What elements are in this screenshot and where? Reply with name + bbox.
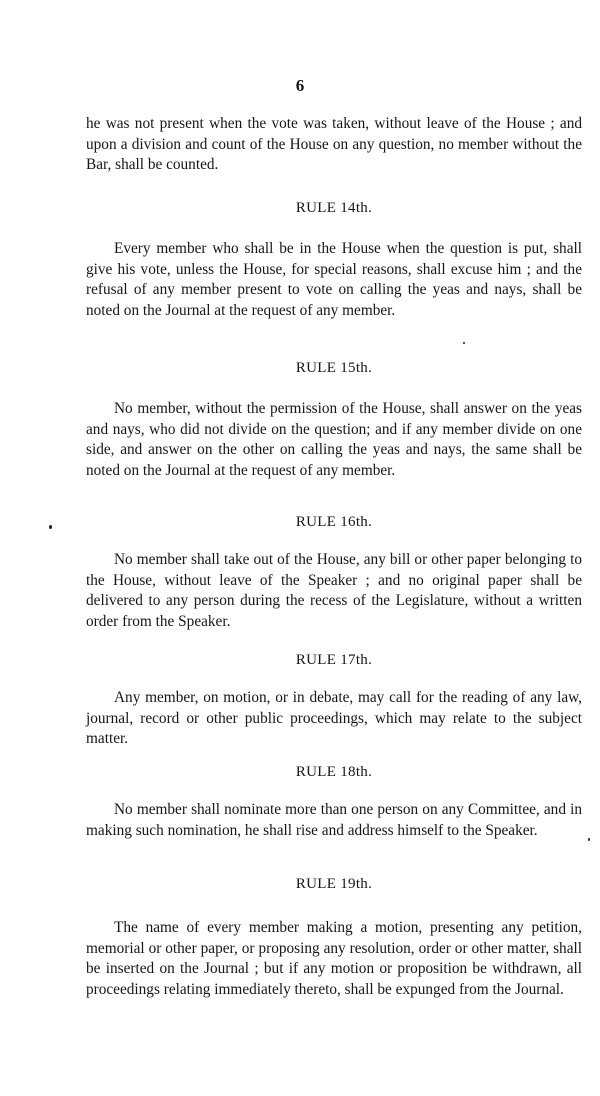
page-number: 6 [295, 76, 305, 95]
continuation-paragraph: he was not present when the vote was taken, without leave of the House ; and upon a division and count of the House on any question, no member without the Bar, shall be counted. [86, 115, 582, 173]
rule-14-body: Every member who shall be in the House when the question is put, shall give his vote, unless the House, for special reasons, shall excuse him ; and the refusal of any member present to vote on calling the yeas and nays, shall be noted on the Journal at the request of any member. [86, 240, 582, 319]
rule-17-body: Any member, on motion, or in debate, may call for the reading of any law, journal, record or other public proceedings, which may relate to the subject matter. [86, 689, 582, 747]
rule-19-heading: RULE 19th. [295, 876, 373, 892]
rule-16-heading: RULE 16th. [295, 514, 373, 530]
rule-16-body: No member shall take out of the House, any bill or other paper belonging to the House, without leave of the Speaker ; and no original paper shall be delivered to any person during the recess of the Legislature, without a written order from the Speaker. [86, 551, 582, 630]
ink-speck [588, 838, 590, 841]
rule-15-body: No member, without the permission of the House, shall answer on the yeas and nays, who did not divide on the question; and if any member divide on one side, and answer on the other on calling the yeas and nays, the same shall be noted on the Journal at the request of any member. [86, 400, 582, 479]
ink-speck [49, 525, 52, 529]
rule-18-body: No member shall nominate more than one person on any Committee, and in making such nomination, he shall rise and address himself to the Speaker. [86, 801, 582, 839]
ink-speck [463, 342, 465, 344]
rule-15-heading: RULE 15th. [295, 360, 373, 376]
rule-14-heading: RULE 14th. [295, 200, 373, 216]
rule-17-heading: RULE 17th. [295, 652, 373, 668]
rule-18-heading: RULE 18th. [295, 764, 373, 780]
rule-19-body: The name of every member making a motion, presenting any petition, memorial or other paper, or proposing any resolution, order or other matter, shall be inserted on the Journal ; but if any motion or proposition be withdrawn, all proceedings relating immediately thereto, shall be expunged from the Journal. [86, 919, 582, 998]
